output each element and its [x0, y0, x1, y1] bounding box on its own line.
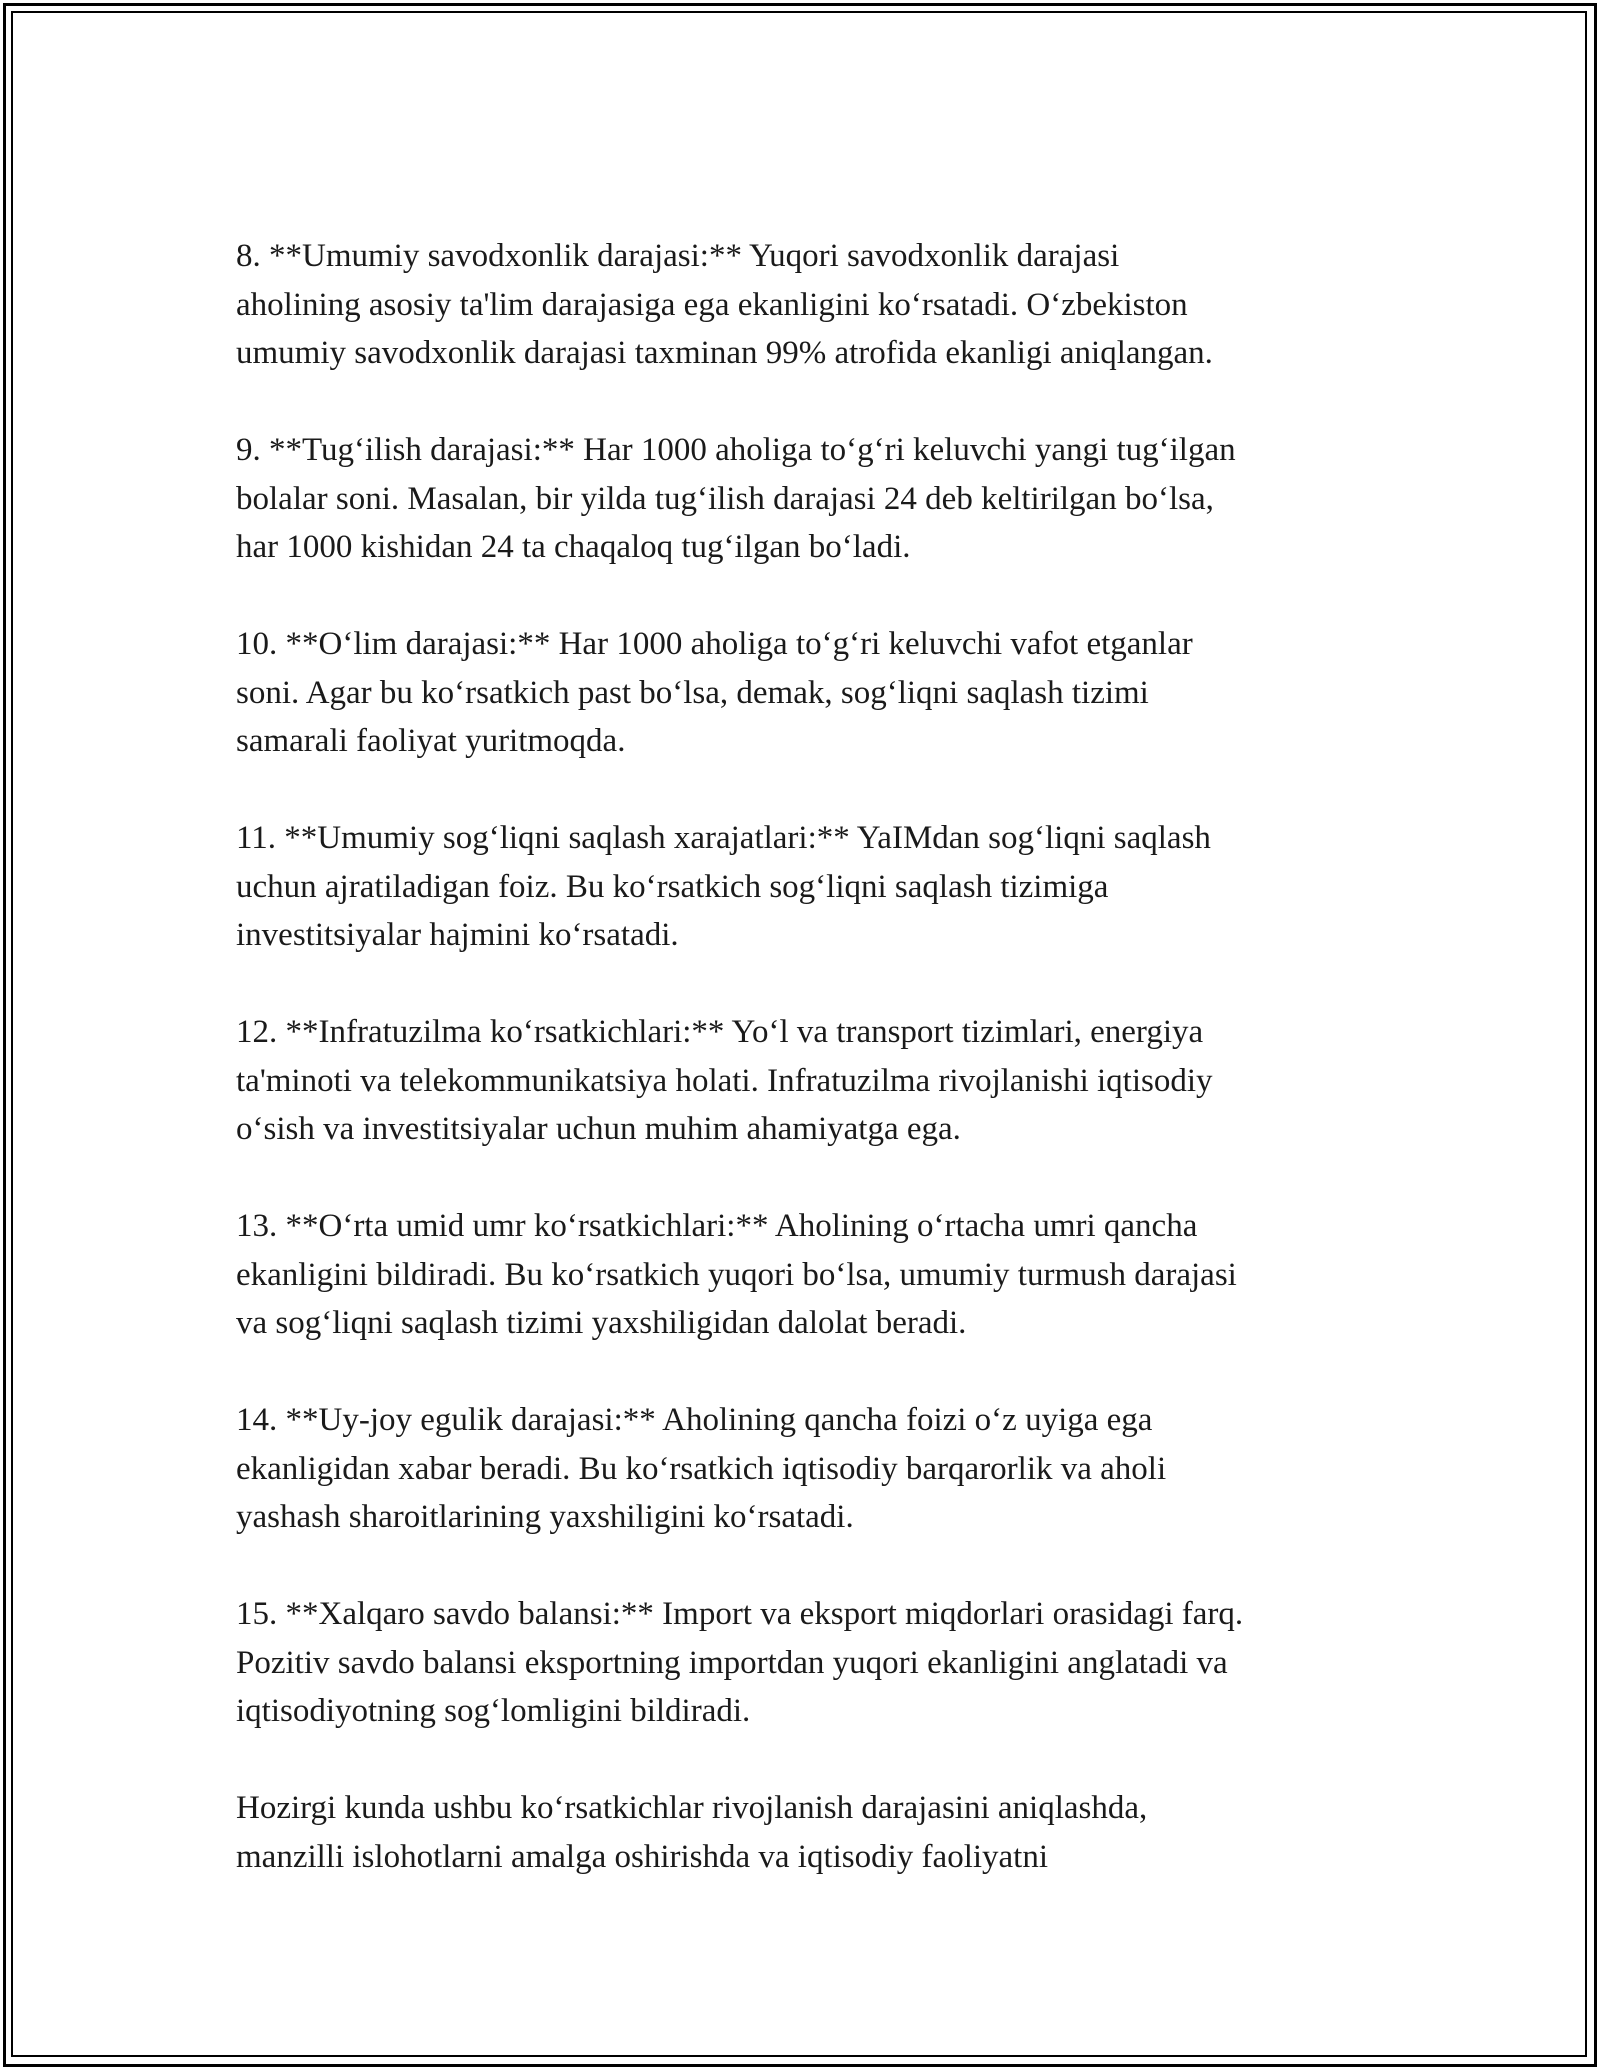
paragraph-item-13: 13. **Oʻrta umid umr koʻrsatkichlari:** Aholining oʻrtacha umri qancha ekanligini bildiradi. Bu koʻrsatkich yuqori boʻlsa, umumiy turmush darajasi va sogʻliqni saqlash tizimi yaxshiligidan dalolat beradi.: [236, 1208, 1237, 1341]
paragraph-item-8: 8. **Umumiy savodxonlik darajasi:** Yuqori savodxonlik darajasi aholining asosiy ta'lim darajasiga ega ekanligini koʻrsatadi. Oʻzbekiston umumiy savodxonlik darajasi taxminan 99% atrofida ekanligi aniqlangan.: [236, 238, 1213, 371]
paragraph-item-9: 9. **Tugʻilish darajasi:** Har 1000 aholiga toʻgʻri keluvchi yangi tugʻilgan bolalar soni. Masalan, bir yilda tugʻilish darajasi 24 deb keltirilgan boʻlsa, har 1000 kishidan 24 ta chaqaloq tugʻilgan boʻladi.: [236, 432, 1236, 565]
paragraph-item-12: 12. **Infratuzilma koʻrsatkichlari:** Yoʻl va transport tizimlari, energiya ta'minoti va telekommunikatsiya holati. Infratuzilma rivojlanishi iqtisodiy oʻsish va investitsiyalar uchun muhim ahamiyatga ega.: [236, 1014, 1213, 1147]
paragraph-item-10: 10. **Oʻlim darajasi:** Har 1000 aholiga toʻgʻri keluvchi vafot etganlar soni. Agar bu koʻrsatkich past boʻlsa, demak, sogʻliqni saqlash tizimi samarali faoliyat yuritmoqda.: [236, 626, 1193, 759]
paragraph-item-14: 14. **Uy-joy egulik darajasi:** Aholining qancha foizi oʻz uyiga ega ekanligidan xabar beradi. Bu koʻrsatkich iqtisodiy barqarorlik va aholi yashash sharoitlarining yaxshiligini koʻrsatadi.: [236, 1402, 1167, 1535]
closing-paragraph: Hozirgi kunda ushbu koʻrsatkichlar rivojlanish darajasini aniqlashda, manzilli islohotlarni amalga oshirishda va iqtisodiy faoliyatni: [236, 1790, 1148, 1875]
paragraph-item-15: 15. **Xalqaro savdo balansi:** Import va eksport miqdorlari orasidagi farq. Pozitiv savdo balansi eksportning importdan yuqori ekanligini anglatadi va iqtisodiyotning sogʻlomligini bildiradi.: [236, 1596, 1244, 1729]
paragraph-item-11: 11. **Umumiy sogʻliqni saqlash xarajatlari:** YaIMdan sogʻliqni saqlash uchun ajratiladigan foiz. Bu koʻrsatkich sogʻliqni saqlash tizimiga investitsiyalar hajmini koʻrsatadi.: [236, 820, 1211, 953]
document-body: [236, 232, 1366, 1930]
